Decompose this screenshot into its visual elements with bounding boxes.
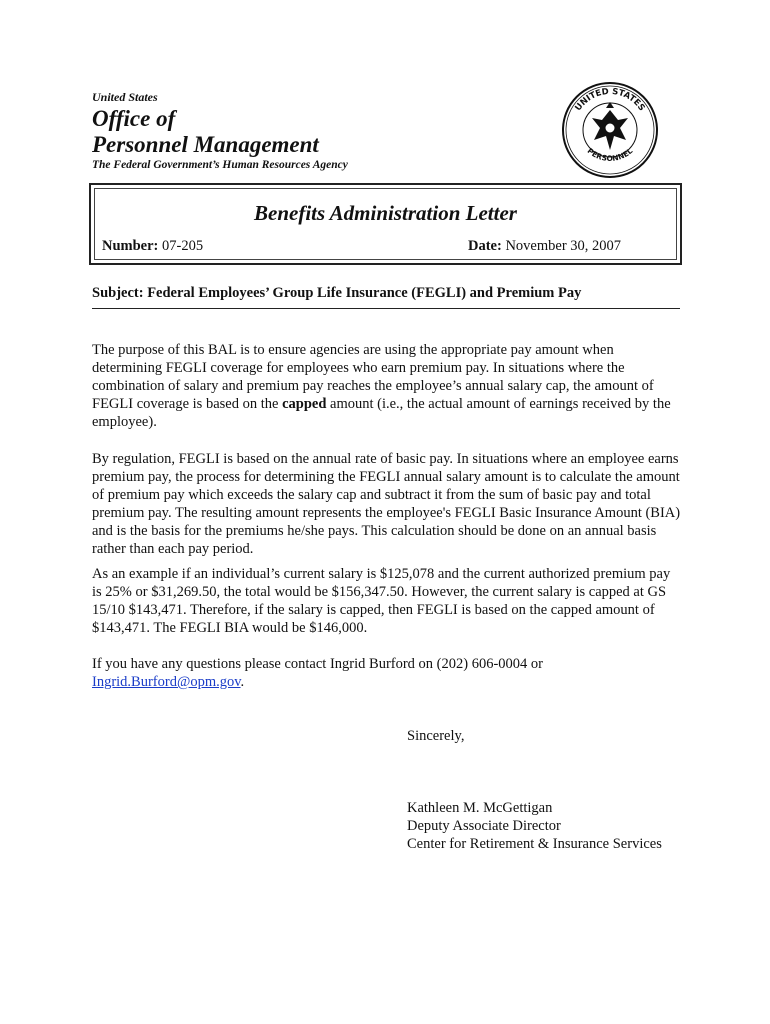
eagle-emblem-icon bbox=[592, 102, 628, 150]
svg-text:UNITED STATES: UNITED STATES bbox=[573, 86, 647, 114]
subject-label: Subject: bbox=[92, 285, 144, 301]
number-value: 07-205 bbox=[162, 238, 204, 254]
emphasis-capped: capped bbox=[282, 396, 327, 412]
agency-name-line1: Office of bbox=[92, 106, 176, 131]
country-label: United States bbox=[92, 90, 158, 104]
signatory-title: Deputy Associate Director bbox=[407, 818, 561, 834]
paragraph-example: As an example if an individual’s current salary is $125,078 and the current authorized premium pay is 25% or $31,269.50, the total would be $156,347.50. However, the current salary is capped at GS 15/10 $143,471. Therefore, if the salary is capped, then FEGLI is based on the capped amount of $143,471. The FEGLI BIA would be $146,000. bbox=[92, 566, 671, 636]
signature-block bbox=[407, 799, 662, 853]
svg-text:PERSONNEL: PERSONNEL bbox=[585, 146, 635, 163]
bal-number bbox=[102, 238, 203, 255]
contact-email-link[interactable]: Ingrid.Burford@opm.gov bbox=[92, 674, 241, 690]
signatory-name: Kathleen M. McGettigan bbox=[407, 800, 553, 816]
number-label: Number: bbox=[102, 238, 159, 254]
agency-tagline: The Federal Government’s Human Resources Agency bbox=[92, 159, 348, 171]
bal-header-box bbox=[89, 183, 682, 265]
paragraph-contact: If you have any questions please contact Ingrid Burford on (202) 606-0004 or Ingrid.Burford@opm.gov. bbox=[92, 656, 543, 690]
date-label: Date: bbox=[468, 238, 502, 254]
bal-date bbox=[468, 238, 621, 255]
agency-name-line2: Personnel Management bbox=[92, 132, 319, 157]
paragraph-regulation: By regulation, FEGLI is based on the annual rate of basic pay. In situations where an employee earns premium pay, the process for determining the FEGLI annual salary amount is to calculate the amount of premium pay which exceeds the salary cap and subtract it from the sum of basic pay and total premium pay. The resulting amount represents the employee's FEGLI Basic Insurance Amount (BIA) and is the basis for the premiums he/she pays. This calculation should be done on an annual basis rather than each pay period. bbox=[92, 451, 681, 557]
signatory-office: Center for Retirement & Insurance Services bbox=[407, 836, 662, 852]
paragraph-purpose: The purpose of this BAL is to ensure agencies are using the appropriate pay amount when determining FEGLI coverage for employees who earn premium pay. In situations where the combination of salary and premium pay reaches the employee’s annual salary cap, the amount of FEGLI coverage is based on the capped amount (i.e., the actual amount of earnings received by the employee). bbox=[92, 342, 671, 430]
date-value: November 30, 2007 bbox=[505, 238, 622, 254]
closing-salutation: Sincerely, bbox=[407, 728, 465, 744]
opm-seal-icon bbox=[560, 80, 660, 180]
subject-text: Federal Employees’ Group Life Insurance (FEGLI) and Premium Pay bbox=[147, 285, 582, 301]
subject-line bbox=[92, 285, 680, 309]
bal-title: Benefits Administration Letter bbox=[254, 201, 517, 225]
